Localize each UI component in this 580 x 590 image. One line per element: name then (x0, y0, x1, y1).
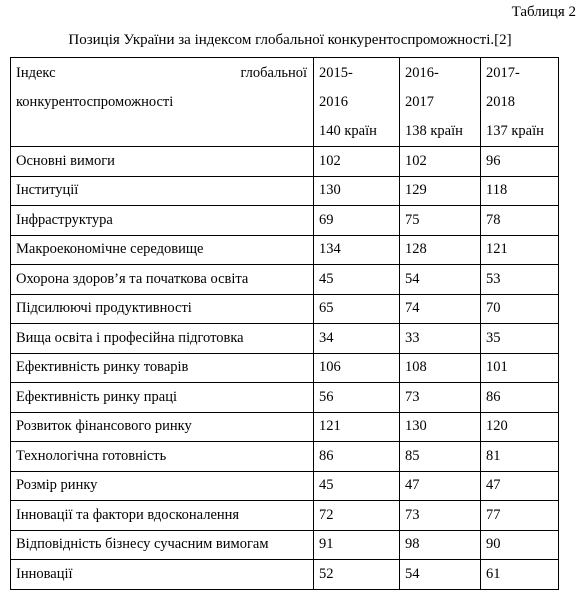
row-value: 91 (314, 530, 400, 560)
table-row (11, 471, 559, 501)
header-year-line1: 2017- (486, 65, 520, 81)
row-value: 70 (481, 294, 559, 324)
header-year-cell (314, 58, 400, 147)
table-row (11, 353, 559, 383)
table-number: Таблиця 2 (511, 4, 576, 20)
table-row (11, 294, 559, 324)
row-value: 90 (481, 530, 559, 560)
row-value: 108 (400, 353, 481, 383)
header-year-countries: 140 країн (319, 123, 377, 139)
table-row (11, 560, 559, 590)
table-row (11, 265, 559, 295)
row-value: 86 (314, 442, 400, 472)
row-value: 81 (481, 442, 559, 472)
row-value: 73 (400, 383, 481, 413)
table-row (11, 383, 559, 413)
row-value: 130 (314, 176, 400, 206)
row-value: 129 (400, 176, 481, 206)
row-value: 98 (400, 530, 481, 560)
row-label: Інституції (11, 176, 314, 206)
row-value: 102 (400, 147, 481, 177)
header-year-line2: 2018 (486, 94, 515, 110)
header-index-line2: конкурентоспроможності (16, 94, 174, 110)
row-value: 106 (314, 353, 400, 383)
row-value: 78 (481, 206, 559, 236)
row-value: 121 (314, 412, 400, 442)
row-value: 45 (314, 471, 400, 501)
row-value: 53 (481, 265, 559, 295)
row-value: 118 (481, 176, 559, 206)
table-row (11, 235, 559, 265)
header-year-cell (400, 58, 481, 147)
row-value: 102 (314, 147, 400, 177)
row-value: 130 (400, 412, 481, 442)
table-row (11, 147, 559, 177)
header-year-countries: 137 країн (486, 123, 544, 139)
row-value: 52 (314, 560, 400, 590)
row-value: 75 (400, 206, 481, 236)
row-value: 45 (314, 265, 400, 295)
row-value: 35 (481, 324, 559, 354)
row-value: 47 (481, 471, 559, 501)
header-year-line1: 2015- (319, 65, 353, 81)
row-value: 77 (481, 501, 559, 531)
row-label: Технологічна готовність (11, 442, 314, 472)
row-value: 54 (400, 265, 481, 295)
row-value: 54 (400, 560, 481, 590)
row-label: Основні вимоги (11, 147, 314, 177)
row-label: Макроекономічне середовище (11, 235, 314, 265)
row-value: 74 (400, 294, 481, 324)
row-label: Вища освіта і професійна підготовка (11, 324, 314, 354)
table-row (11, 324, 559, 354)
table-row (11, 412, 559, 442)
competitiveness-table (10, 57, 559, 590)
header-index-cell (11, 58, 314, 147)
row-value: 128 (400, 235, 481, 265)
table-row (11, 530, 559, 560)
row-value: 56 (314, 383, 400, 413)
row-value: 96 (481, 147, 559, 177)
row-value: 101 (481, 353, 559, 383)
row-label: Ефективність ринку товарів (11, 353, 314, 383)
header-year-countries: 138 країн (405, 123, 463, 139)
header-row (11, 58, 559, 147)
row-value: 61 (481, 560, 559, 590)
row-value: 34 (314, 324, 400, 354)
row-label: Інфраструктура (11, 206, 314, 236)
header-year-line2: 2017 (405, 94, 434, 110)
table-caption: Позиція України за індексом глобальної конкурентоспроможності.[2] (68, 32, 512, 48)
header-index-word2: глобальної (240, 65, 307, 81)
row-value: 69 (314, 206, 400, 236)
row-value: 86 (481, 383, 559, 413)
table-row (11, 176, 559, 206)
row-label: Ефективність ринку праці (11, 383, 314, 413)
row-value: 33 (400, 324, 481, 354)
row-value: 47 (400, 471, 481, 501)
row-label: Відповідність бізнесу сучасним вимогам (11, 530, 314, 560)
row-label: Охорона здоров’я та початкова освіта (11, 265, 314, 295)
row-label: Інновації та фактори вдосконалення (11, 501, 314, 531)
row-value: 120 (481, 412, 559, 442)
header-year-line1: 2016- (405, 65, 439, 81)
table-row (11, 206, 559, 236)
row-label: Розмір ринку (11, 471, 314, 501)
table-row (11, 442, 559, 472)
row-label: Підсилюючі продуктивності (11, 294, 314, 324)
row-label: Розвиток фінансового ринку (11, 412, 314, 442)
row-value: 85 (400, 442, 481, 472)
table-row (11, 501, 559, 531)
row-value: 73 (400, 501, 481, 531)
row-value: 121 (481, 235, 559, 265)
header-index-word1: Індекс (16, 65, 56, 81)
header-year-line2: 2016 (319, 94, 348, 110)
row-value: 134 (314, 235, 400, 265)
header-year-cell (481, 58, 559, 147)
row-value: 65 (314, 294, 400, 324)
row-value: 72 (314, 501, 400, 531)
row-label: Інновації (11, 560, 314, 590)
